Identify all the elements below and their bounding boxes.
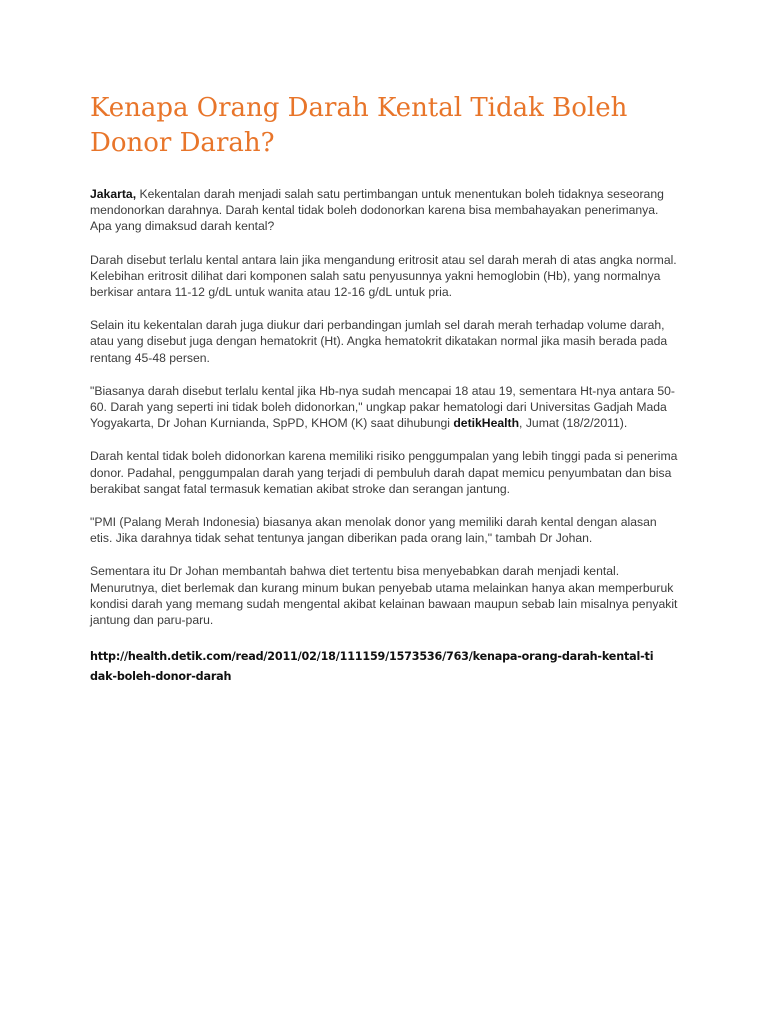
paragraph-1-text: Kekentalan darah menjadi salah satu pertimbangan untuk menentukan boleh tidaknya seseorang mendonorkan darahnya. Darah kental tidak boleh dodonorkan karena bisa membahayakan penerimanya. Apa yang dimaksud darah kental? — [90, 187, 664, 234]
paragraph-3: Selain itu kekentalan darah juga diukur dari perbandingan jumlah sel darah merah terhadap volume darah, atau yang disebut juga dengan hematokrit (Ht). Angka hematokrit dikatakan normal jika masih berada pada rentang 45-48 persen. — [90, 318, 668, 365]
paragraph-4 — [90, 383, 680, 432]
publication-name: detikHealth — [453, 416, 520, 431]
article-body — [90, 186, 680, 645]
paragraph-2: Darah disebut terlalu kental antara lain jika mengandung eritrosit atau sel darah merah di atas angka normal. Kelebihan eritrosit dilihat dari komponen salah satu penyusunnya yakni hemoglobin (Hb), yang normalnya berkisar antara 11-12 g/dL untuk wanita atau 12-16 g/dL untuk pria. — [90, 252, 677, 300]
source-url: http://health.detik.com/read/2011/02/18/111159/1573536/763/kenapa-orang-darah-kental-tidak-boleh-donor-darah — [90, 650, 654, 683]
paragraph-1 — [90, 186, 680, 235]
paragraph-5: Darah kental tidak boleh didonorkan karena memiliki risiko penggumpalan yang lebih tinggi pada si penerima donor. Padahal, penggumpalan darah yang terjadi di pembuluh darah dapat memicu penyumbatan dan bisa berakibat sangat fatal termasuk kematian akibat stroke dan serangan jantung. — [90, 449, 678, 496]
article-title: Kenapa Orang Darah Kental Tidak Boleh Donor Darah? — [90, 93, 628, 158]
dateline: Jakarta, — [90, 187, 137, 201]
paragraph-4-text: "Biasanya darah disebut terlalu kental jika Hb-nya sudah mencapai 18 atau 19, sementara Ht-nya antara 50-60. Darah yang seperti ini tidak boleh didonorkan," ungkap pakar hematologi dari Universitas Gadjah Mada Yogyakarta, Dr Johan Kurnianda, SpPD, KHOM (K) saat dihubungi — [90, 383, 675, 431]
paragraph-7: Sementara itu Dr Johan membantah bahwa diet tertentu bisa menyebabkan darah menjadi kental. Menurutnya, diet berlemak dan kurang minum bukan penyebab utama melainkan hanya akan memperburuk kondisi darah yang memang sudah mengental akibat kelainan bawaan maupun sebab lain misalnya penyakit jantung dan paru-paru. — [90, 564, 678, 628]
paragraph-4-after: , Jumat (18/2/2011). — [519, 416, 628, 431]
paragraph-6: "PMI (Palang Merah Indonesia) biasanya akan menolak donor yang memiliki darah kental dengan alasan etis. Jika darahnya tidak sehat tentunya jangan diberikan pada orang lain," tambah Dr Johan. — [90, 515, 657, 546]
